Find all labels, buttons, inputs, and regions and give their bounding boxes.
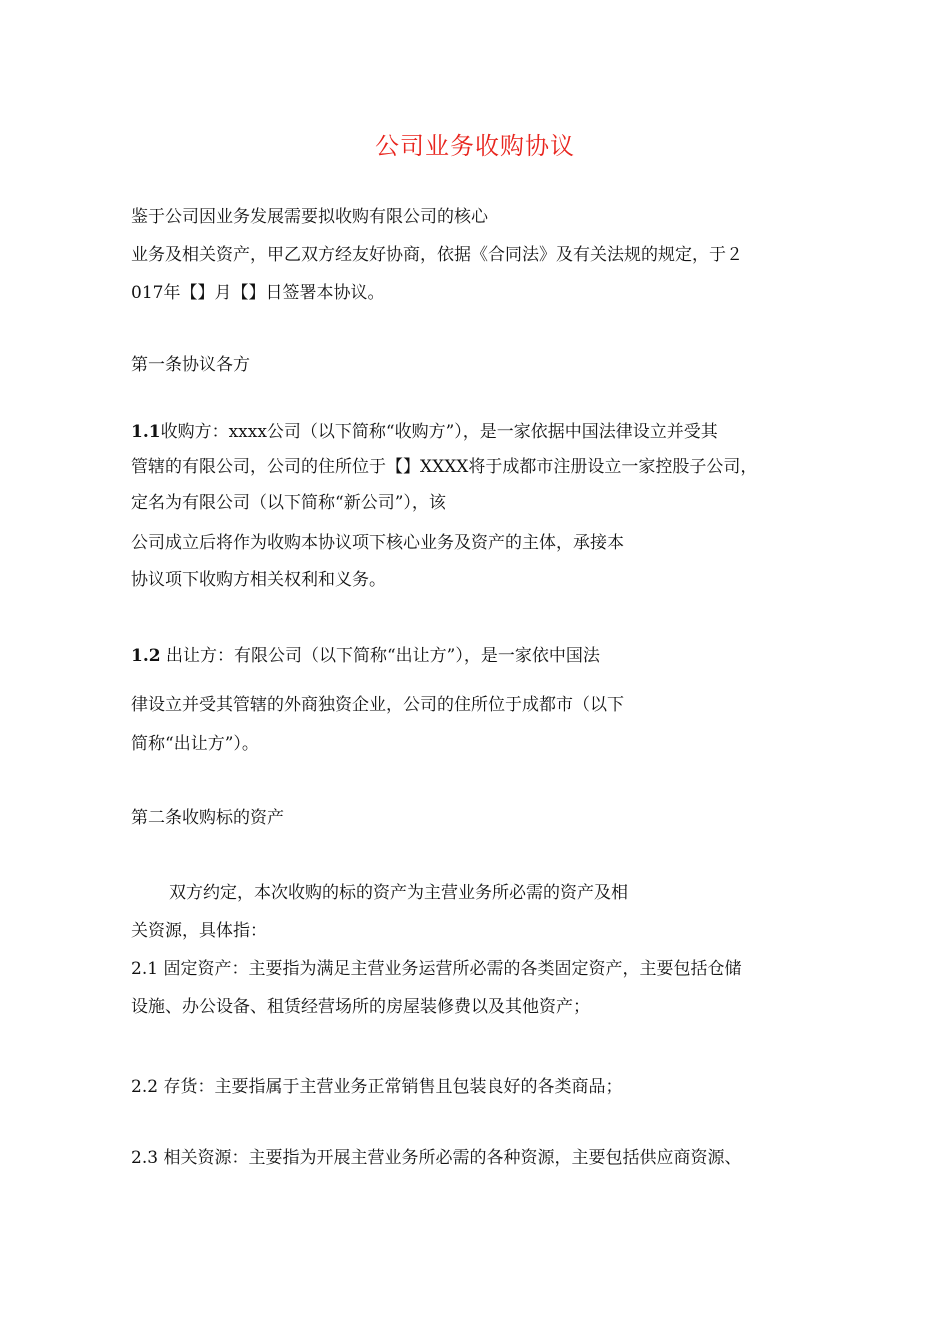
intro-line-3: 017年【】月【】日签署本协议。	[131, 283, 385, 303]
clause-1-2-line-2: 律设立并受其管辖的外商独资企业，公司的住所位于成都市（以下	[131, 695, 624, 715]
clause-1-1-line-4: 公司成立后将作为收购本协议项下核心业务及资产的主体，承接本	[131, 533, 624, 553]
clause-2-1-line-1: 2.1 固定资产：主要指为满足主营业务运营所必需的各类固定资产，主要包括仓储	[131, 959, 742, 979]
clause-2-3: 2.3 相关资源：主要指为开展主营业务所必需的各种资源，主要包括供应商资源、	[131, 1148, 742, 1168]
clause-2-1-line-2: 设施、办公设备、租赁经营场所的房屋装修费以及其他资产；	[131, 997, 590, 1017]
article-2-intro-line-2: 关资源，具体指：	[131, 921, 267, 941]
clause-1-2-line-3: 简称“出让方”）。	[131, 734, 259, 754]
clause-2-2: 2.2 存货：主要指属于主营业务正常销售且包装良好的各类商品；	[131, 1077, 623, 1097]
clause-1-2-text: 出让方：有限公司（以下简称“出让方”），是一家依中国法	[160, 646, 600, 666]
clause-1-1-line-3: 定名为有限公司（以下简称“新公司”），该	[131, 493, 446, 513]
intro-line-1: 鉴于公司因业务发展需要拟收购有限公司的核心	[131, 207, 488, 227]
clause-1-1-line-2: 管辖的有限公司，公司的住所位于【】XXXX将于成都市注册设立一家控股子公司，	[131, 457, 758, 477]
clause-1-1-number: 1.1	[131, 422, 161, 442]
clause-1-2-line-1	[131, 644, 600, 668]
article-1-heading: 第一条协议各方	[131, 355, 250, 375]
document-title: 公司业务收购协议	[375, 132, 575, 160]
intro-line-2: 业务及相关资产，甲乙双方经友好协商，依据《合同法》及有关法规的规定，于２	[131, 245, 743, 265]
clause-1-1-line-5: 协议项下收购方相关权利和义务。	[131, 570, 386, 590]
clause-1-1-line-1	[131, 420, 718, 444]
article-2-heading: 第二条收购标的资产	[131, 808, 284, 828]
clause-1-2-number: 1.2	[131, 646, 161, 666]
article-2-intro-line-1: 双方约定，本次收购的标的资产为主营业务所必需的资产及相	[169, 883, 628, 903]
clause-1-1-text: 收购方：xxxx公司（以下简称“收购方”），是一家依据中国法律设立并受其	[160, 422, 718, 442]
